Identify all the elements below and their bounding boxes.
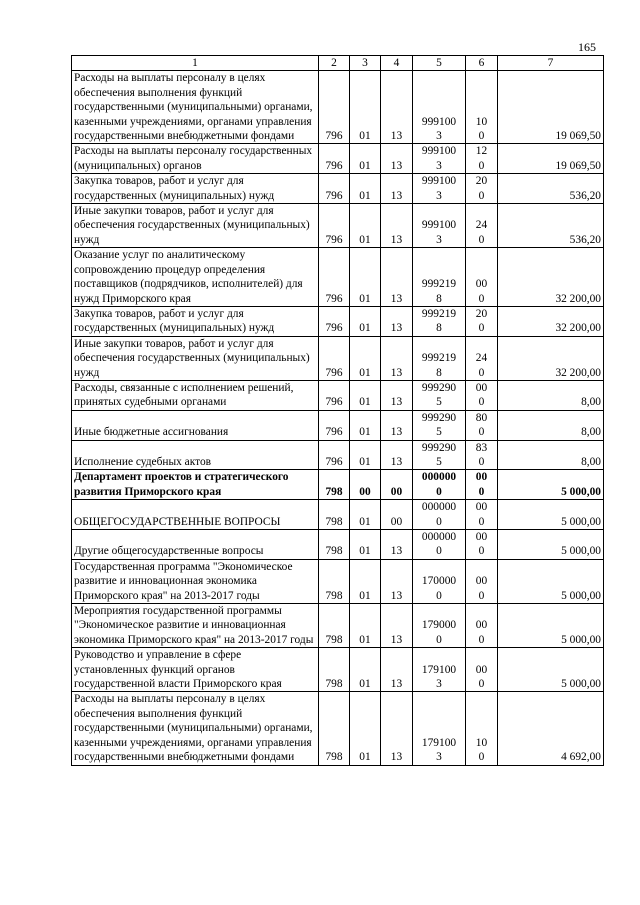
target-article-code-part2: 3 (436, 159, 442, 172)
ministry-code: 796 (319, 336, 350, 380)
table-row (72, 204, 604, 248)
expense-type-code-part2: 0 (478, 589, 485, 602)
subsection-code: 13 (381, 306, 413, 336)
target-article-code-part2: 0 (436, 485, 442, 498)
amount: 8,00 (498, 380, 604, 410)
target-article-code-part2: 8 (436, 292, 442, 305)
target-article-code-part1: 170000 (421, 575, 457, 588)
target-article-code (413, 559, 466, 603)
amount: 5 000,00 (498, 559, 604, 603)
expense-type-code-part2: 0 (478, 426, 485, 439)
subsection-code: 13 (381, 559, 413, 603)
row-name: Оказание услуг по аналитическому сопровождению процедур определения поставщиков (подрядчиков, исполнителей) для нужд Приморского края (72, 248, 319, 307)
table-row (72, 559, 604, 603)
expense-type-code-part2: 0 (478, 292, 485, 305)
row-name: Закупка товаров, работ и услуг для государственных (муниципальных) нужд (72, 174, 319, 204)
target-article-code (413, 174, 466, 204)
row-name: Исполнение судебных актов (72, 440, 319, 470)
target-article-code-part1: 000000 (421, 501, 457, 514)
target-article-code-part1: 999100 (421, 175, 457, 188)
section-code: 00 (350, 470, 381, 500)
target-article-code-part1: 999219 (421, 278, 457, 291)
amount: 8,00 (498, 440, 604, 470)
ministry-code: 796 (319, 248, 350, 307)
amount: 8,00 (498, 410, 604, 440)
target-article-code (413, 530, 466, 560)
subsection-code: 13 (381, 648, 413, 692)
expense-type-code-part1: 10 (475, 736, 488, 749)
expense-type-code (466, 500, 498, 530)
target-article-code (413, 248, 466, 307)
table-row (72, 530, 604, 560)
expense-type-code (466, 306, 498, 336)
target-article-code (413, 204, 466, 248)
amount: 5 000,00 (498, 470, 604, 500)
expense-type-code-part2: 0 (478, 678, 485, 691)
ministry-code: 796 (319, 380, 350, 410)
table-row (72, 144, 604, 174)
header-cell: 4 (381, 56, 413, 71)
target-article-code (413, 500, 466, 530)
amount: 5 000,00 (498, 530, 604, 560)
ministry-code: 798 (319, 648, 350, 692)
target-article-code (413, 410, 466, 440)
ministry-code: 796 (319, 144, 350, 174)
target-article-code-part1: 999219 (421, 307, 457, 320)
row-name: Государственная программа "Экономическое развитие и инновационная экономика Приморского края" на 2013-2017 годы (72, 559, 319, 603)
subsection-code: 00 (381, 470, 413, 500)
expense-type-code-part1: 20 (475, 175, 488, 188)
target-article-code (413, 648, 466, 692)
target-article-code-part2: 3 (436, 130, 442, 143)
target-article-code-part1: 999290 (421, 381, 457, 394)
amount: 536,20 (498, 174, 604, 204)
target-article-code-part1: 999219 (421, 352, 457, 365)
expense-type-code (466, 604, 498, 648)
target-article-code (413, 144, 466, 174)
amount: 4 692,00 (498, 692, 604, 765)
expense-type-code (466, 559, 498, 603)
ministry-code: 796 (319, 204, 350, 248)
subsection-code: 13 (381, 692, 413, 765)
target-article-code-part2: 0 (436, 545, 442, 558)
table-row (72, 440, 604, 470)
expense-type-code (466, 440, 498, 470)
header-row (72, 56, 604, 71)
target-article-code (413, 692, 466, 765)
row-name: Руководство и управление в сфере установленных функций органов государственной власти Приморского края (72, 648, 319, 692)
amount: 32 200,00 (498, 336, 604, 380)
target-article-code-part2: 0 (436, 589, 442, 602)
section-code: 01 (350, 410, 381, 440)
page-number: 165 (578, 40, 596, 54)
target-article-code-part1: 000000 (421, 471, 457, 484)
row-name: Иные бюджетные ассигнования (72, 410, 319, 440)
expense-type-code-part2: 0 (478, 366, 485, 379)
header-cell: 5 (413, 56, 466, 71)
amount: 19 069,50 (498, 71, 604, 144)
expense-type-code-part2: 0 (478, 159, 485, 172)
expense-type-code-part2: 0 (478, 633, 485, 646)
section-code: 01 (350, 440, 381, 470)
expense-type-code (466, 248, 498, 307)
expense-type-code-part1: 20 (475, 307, 488, 320)
expense-type-code-part2: 0 (478, 485, 485, 498)
section-code: 01 (350, 336, 381, 380)
subsection-code: 13 (381, 144, 413, 174)
target-article-code-part2: 5 (436, 426, 442, 439)
subsection-code: 13 (381, 71, 413, 144)
section-code: 01 (350, 204, 381, 248)
table-row (72, 71, 604, 144)
section-code: 01 (350, 144, 381, 174)
expense-type-code-part1: 12 (475, 145, 488, 158)
section-code: 01 (350, 500, 381, 530)
expense-type-code-part2: 0 (478, 130, 485, 143)
ministry-code: 798 (319, 470, 350, 500)
row-name: Иные закупки товаров, работ и услуг для обеспечения государственных (муниципальных) нужд (72, 336, 319, 380)
target-article-code (413, 306, 466, 336)
table-row (72, 248, 604, 307)
target-article-code-part2: 5 (436, 455, 442, 468)
expense-type-code-part1: 00 (475, 619, 488, 632)
section-code: 01 (350, 380, 381, 410)
expense-type-code (466, 71, 498, 144)
expense-type-code-part1: 24 (475, 352, 488, 365)
amount: 5 000,00 (498, 500, 604, 530)
subsection-code: 00 (381, 500, 413, 530)
ministry-code: 796 (319, 174, 350, 204)
target-article-code-part1: 179100 (421, 663, 457, 676)
table-row (72, 604, 604, 648)
expense-type-code-part1: 83 (475, 441, 488, 454)
expense-type-code-part1: 00 (475, 663, 488, 676)
target-article-code-part2: 8 (436, 322, 442, 335)
amount: 32 200,00 (498, 306, 604, 336)
table-row (72, 410, 604, 440)
section-code: 01 (350, 559, 381, 603)
target-article-code-part1: 179000 (421, 619, 457, 632)
expense-type-code (466, 144, 498, 174)
expense-type-code (466, 470, 498, 500)
amount: 19 069,50 (498, 144, 604, 174)
table-row (72, 174, 604, 204)
ministry-code: 798 (319, 530, 350, 560)
target-article-code (413, 71, 466, 144)
target-article-code-part2: 8 (436, 366, 442, 379)
subsection-code: 13 (381, 604, 413, 648)
expense-type-code-part1: 00 (475, 531, 488, 543)
expense-type-code-part1: 80 (475, 411, 488, 424)
expense-type-code-part1: 00 (475, 381, 488, 394)
expense-type-code-part1: 10 (475, 115, 488, 128)
target-article-code-part1: 999290 (421, 441, 457, 454)
target-article-code-part2: 3 (436, 751, 442, 764)
row-name: Другие общегосударственные вопросы (72, 530, 319, 560)
target-article-code-part2: 0 (436, 515, 442, 528)
target-article-code-part1: 179100 (421, 736, 457, 749)
target-article-code-part2: 0 (436, 633, 442, 646)
expense-type-code (466, 336, 498, 380)
row-name: Расходы на выплаты персоналу государственных (муниципальных) органов (72, 144, 319, 174)
target-article-code-part1: 999100 (421, 145, 457, 158)
target-article-code (413, 440, 466, 470)
row-name: ОБЩЕГОСУДАРСТВЕННЫЕ ВОПРОСЫ (72, 500, 319, 530)
row-name: Департамент проектов и стратегического развития Приморского края (72, 470, 319, 500)
header-cell: 6 (466, 56, 498, 71)
expense-type-code-part2: 0 (478, 515, 485, 528)
expense-type-code (466, 204, 498, 248)
ministry-code: 796 (319, 306, 350, 336)
row-name: Расходы на выплаты персоналу в целях обеспечения выполнения функций государственными (муниципальными) органами, казенными учреждениями, органами управления государственными внебюджетными фондами (72, 692, 319, 765)
subsection-code: 13 (381, 204, 413, 248)
expense-type-code-part1: 00 (475, 278, 488, 291)
header-cell: 2 (319, 56, 350, 71)
section-code: 01 (350, 306, 381, 336)
ministry-code: 798 (319, 692, 350, 765)
expense-type-code-part1: 00 (475, 575, 488, 588)
subsection-code: 13 (381, 530, 413, 560)
section-code: 01 (350, 604, 381, 648)
table-row (72, 470, 604, 500)
expense-type-code (466, 692, 498, 765)
expense-type-code (466, 174, 498, 204)
target-article-code-part1: 999100 (421, 219, 457, 232)
amount: 5 000,00 (498, 648, 604, 692)
table-row (72, 500, 604, 530)
expense-type-code (466, 530, 498, 560)
section-code: 01 (350, 692, 381, 765)
target-article-code-part1: 999290 (421, 411, 457, 424)
target-article-code-part2: 3 (436, 189, 442, 202)
amount: 5 000,00 (498, 604, 604, 648)
ministry-code: 798 (319, 604, 350, 648)
target-article-code-part1: 000000 (421, 531, 457, 543)
header-cell: 3 (350, 56, 381, 71)
target-article-code-part1: 999100 (421, 115, 457, 128)
expense-type-code-part1: 00 (475, 471, 488, 484)
subsection-code: 13 (381, 248, 413, 307)
ministry-code: 798 (319, 500, 350, 530)
expense-type-code-part2: 0 (478, 545, 485, 558)
section-code: 01 (350, 248, 381, 307)
expense-type-code-part2: 0 (478, 751, 485, 764)
expense-type-code-part2: 0 (478, 233, 485, 246)
ministry-code: 796 (319, 71, 350, 144)
target-article-code (413, 470, 466, 500)
row-name: Расходы на выплаты персоналу в целях обеспечения выполнения функций государственными (муниципальными) органами, казенными учреждениями, органами управления государственными внебюджетными фондами (72, 71, 319, 144)
expense-type-code-part1: 00 (475, 501, 488, 514)
header-cell: 1 (72, 56, 319, 71)
target-article-code (413, 336, 466, 380)
subsection-code: 13 (381, 174, 413, 204)
subsection-code: 13 (381, 380, 413, 410)
row-name: Закупка товаров, работ и услуг для государственных (муниципальных) нужд (72, 306, 319, 336)
row-name: Иные закупки товаров, работ и услуг для обеспечения государственных (муниципальных) нужд (72, 204, 319, 248)
subsection-code: 13 (381, 336, 413, 380)
table-row (72, 380, 604, 410)
target-article-code-part2: 5 (436, 396, 442, 409)
expense-type-code-part2: 0 (478, 322, 485, 335)
expense-type-code-part2: 0 (478, 455, 485, 468)
expense-type-code-part2: 0 (478, 396, 485, 409)
table-row (72, 692, 604, 765)
table-row (72, 648, 604, 692)
subsection-code: 13 (381, 440, 413, 470)
expense-type-code (466, 410, 498, 440)
section-code: 01 (350, 530, 381, 560)
amount: 32 200,00 (498, 248, 604, 307)
row-name: Расходы, связанные с исполнением решений, принятых судебными органами (72, 380, 319, 410)
section-code: 01 (350, 648, 381, 692)
budget-table (71, 55, 604, 766)
table-row (72, 336, 604, 380)
section-code: 01 (350, 71, 381, 144)
expense-type-code-part1: 24 (475, 219, 488, 232)
target-article-code (413, 604, 466, 648)
expense-type-code (466, 648, 498, 692)
row-name: Мероприятия государственной программы "Экономическое развитие и инновационная экономика Приморского края" на 2013-2017 годы (72, 604, 319, 648)
target-article-code-part2: 3 (436, 678, 442, 691)
target-article-code (413, 380, 466, 410)
table-row (72, 306, 604, 336)
section-code: 01 (350, 174, 381, 204)
ministry-code: 798 (319, 559, 350, 603)
target-article-code-part2: 3 (436, 233, 442, 246)
ministry-code: 796 (319, 410, 350, 440)
expense-type-code-part2: 0 (478, 189, 485, 202)
expense-type-code (466, 380, 498, 410)
amount: 536,20 (498, 204, 604, 248)
subsection-code: 13 (381, 410, 413, 440)
header-cell: 7 (498, 56, 604, 71)
ministry-code: 796 (319, 440, 350, 470)
